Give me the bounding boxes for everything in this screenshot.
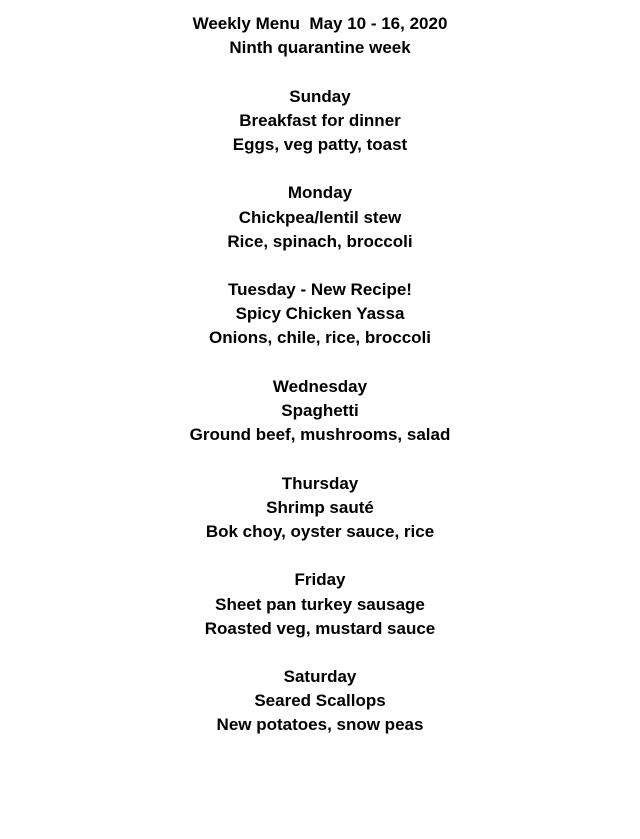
menu-title: Weekly Menu May 10 - 16, 2020 [192, 14, 448, 33]
main-dish: Spaghetti [281, 401, 359, 420]
day-heading: Monday [287, 183, 353, 203]
day-block-wednesday [0, 375, 640, 448]
side-dishes: Roasted veg, mustard sauce [204, 618, 436, 638]
day-block-tuesday [0, 278, 640, 351]
day-heading: Thursday [281, 473, 359, 493]
menu-header [0, 12, 640, 60]
day-block-monday [0, 181, 640, 254]
main-dish: Breakfast for dinner [239, 110, 401, 130]
side-dishes: Ground beef, mushrooms, salad [189, 425, 451, 445]
day-block-friday [0, 568, 640, 641]
day-heading: Wednesday [272, 376, 368, 396]
day-heading: Tuesday - New Recipe! [228, 280, 412, 300]
side-dishes: Bok choy, oyster sauce, rice [205, 521, 435, 541]
side-dishes: Onions, chile, rice, broccoli [208, 328, 431, 348]
side-dishes: Rice, spinach, broccoli [227, 231, 413, 251]
day-heading: Sunday [289, 86, 351, 106]
day-heading: Friday [294, 570, 346, 590]
day-block-sunday [0, 85, 640, 158]
main-dish: Seared Scallops [254, 691, 386, 711]
side-dishes: New potatoes, snow peas [216, 715, 424, 735]
main-dish: Shrimp sauté [266, 497, 374, 517]
main-dish: Spicy Chicken Yassa [235, 304, 405, 324]
day-heading: Saturday [283, 667, 357, 687]
side-dishes: Eggs, veg patty, toast [232, 134, 408, 154]
main-dish: Chickpea/lentil stew [238, 207, 402, 227]
day-block-saturday [0, 665, 640, 738]
menu-subtitle: Ninth quarantine week [229, 38, 411, 58]
day-block-thursday [0, 472, 640, 545]
main-dish: Sheet pan turkey sausage [215, 594, 425, 614]
